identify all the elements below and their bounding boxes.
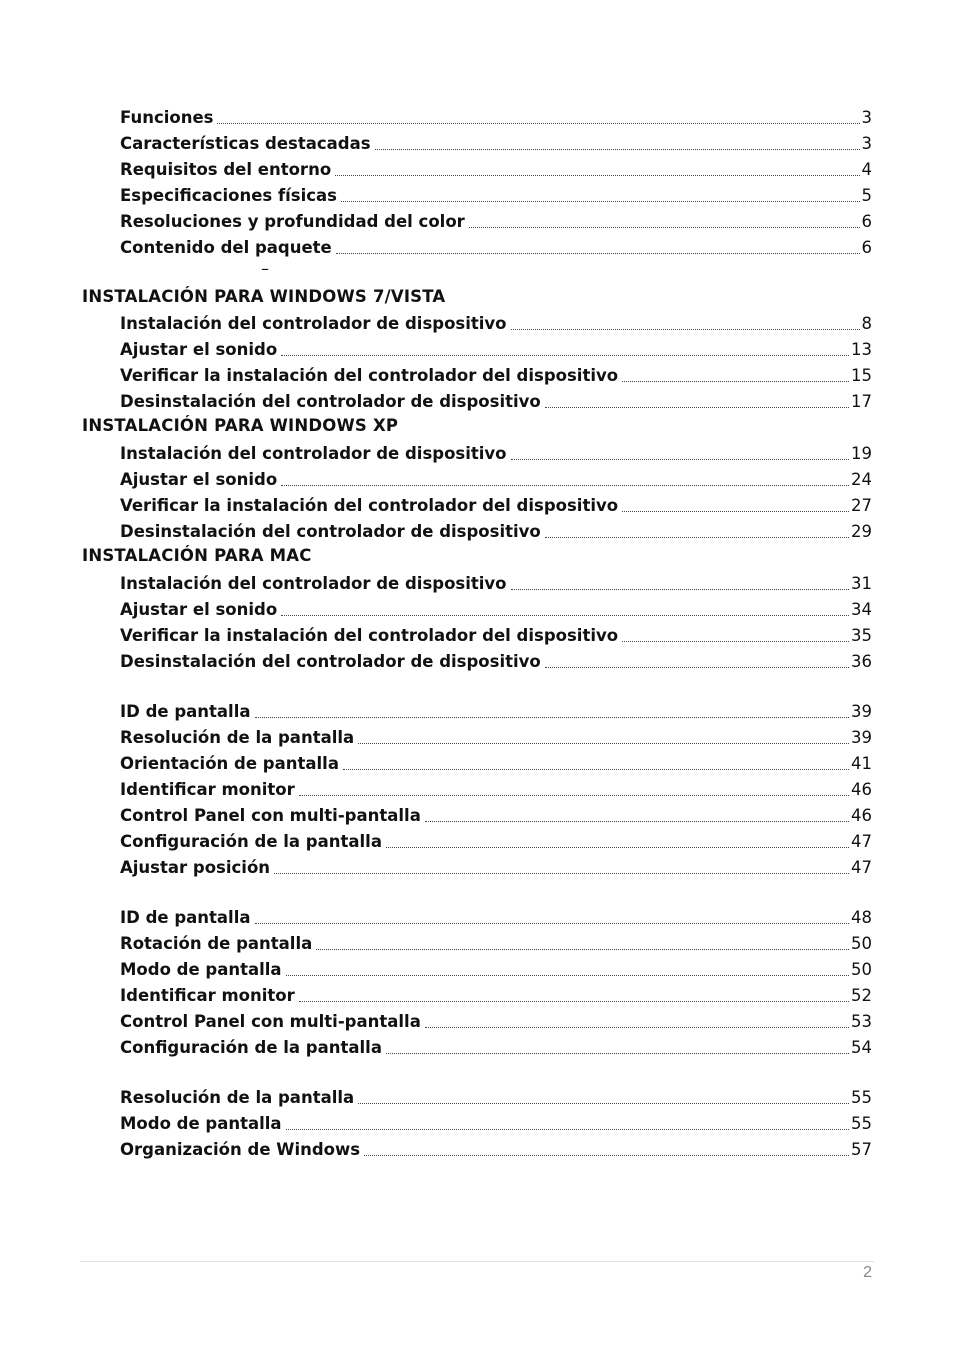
toc-entry-label: Especificaciones físicas: [120, 186, 337, 205]
dot-leader: [511, 459, 849, 460]
toc-entry[interactable]: [120, 208, 872, 232]
toc-entry-label: Resoluciones y profundidad del color: [120, 212, 465, 231]
toc-entry-page: 36: [851, 652, 872, 671]
toc-entry[interactable]: [120, 724, 872, 748]
toc-entry-page: 19: [851, 444, 872, 463]
toc-entry-label: Organización de Windows: [120, 1140, 361, 1159]
toc-entry[interactable]: [120, 1110, 872, 1134]
toc-entry-label: Ajustar el sonido: [120, 340, 278, 359]
toc-entry-page: 46: [851, 780, 872, 799]
toc-entry-label: Control Panel con multi-pantalla: [120, 1012, 421, 1031]
toc-entry-page: 57: [851, 1140, 872, 1159]
toc-entry-page: 55: [851, 1088, 872, 1107]
dot-leader: [364, 1155, 849, 1156]
toc-entry[interactable]: [120, 234, 872, 258]
toc-entry[interactable]: [120, 982, 872, 1006]
footer-divider: [80, 1261, 874, 1262]
toc-section-heading[interactable]: INSTALACIÓN PARA MAC: [82, 546, 312, 565]
dot-leader: [375, 149, 860, 150]
toc-entry[interactable]: [120, 1034, 872, 1058]
dot-leader: [425, 821, 849, 822]
toc-entry-page: 6: [861, 212, 872, 231]
toc-entry-page: 27: [851, 496, 872, 515]
toc-entry-label: Ajustar posición: [120, 858, 271, 877]
toc-entry-label: Modo de pantalla: [120, 1114, 282, 1133]
toc-entry-page: 52: [851, 986, 872, 1005]
toc-entry[interactable]: [120, 930, 872, 954]
dot-leader: [545, 667, 849, 668]
dot-leader: [336, 253, 860, 254]
toc-entry-label: Rotación de pantalla: [120, 934, 313, 953]
toc-entry-page: 4: [861, 160, 872, 179]
page-number: 2: [863, 1264, 872, 1281]
dot-leader: [281, 355, 849, 356]
dot-leader: [286, 975, 849, 976]
toc-entry-page: 17: [851, 392, 872, 411]
toc-entry[interactable]: [120, 956, 872, 980]
toc-entry-label: Instalación del controlador de dispositivo: [120, 444, 507, 463]
dot-leader: [255, 717, 850, 718]
toc-entry-label: Funciones: [120, 108, 214, 127]
dot-leader: [299, 1001, 849, 1002]
toc-entry-page: 15: [851, 366, 872, 385]
toc-entry[interactable]: [120, 156, 872, 180]
toc-section-heading[interactable]: INSTALACIÓN PARA WINDOWS XP: [82, 416, 399, 435]
toc-entry-label: Contenido del paquete: [120, 238, 332, 257]
toc-entry[interactable]: [120, 440, 872, 464]
toc-entry-label: Configuración de la pantalla: [120, 1038, 382, 1057]
dot-leader: [343, 769, 849, 770]
toc-entry[interactable]: [120, 104, 872, 128]
toc-entry[interactable]: [120, 466, 872, 490]
toc-entry-page: 3: [861, 108, 872, 127]
toc-entry-label: Verificar la instalación del controlador del dispositivo: [120, 366, 619, 385]
toc-entry[interactable]: [120, 182, 872, 206]
toc-entry-label: Desinstalación del controlador de dispositivo: [120, 652, 541, 671]
dot-leader: [622, 381, 849, 382]
toc-entry-label: Resolución de la pantalla: [120, 728, 355, 747]
dot-leader: [281, 485, 849, 486]
toc-entry[interactable]: [120, 492, 872, 516]
dot-leader: [341, 201, 860, 202]
toc-entry-page: 50: [851, 934, 872, 953]
toc-entry-label: Instalación del controlador de dispositivo: [120, 574, 507, 593]
toc-entry[interactable]: [120, 1084, 872, 1108]
dot-leader: [217, 123, 859, 124]
dot-leader: [511, 329, 860, 330]
toc-entry-label: ID de pantalla: [120, 702, 251, 721]
toc-entry[interactable]: [120, 362, 872, 386]
dash-mark: –: [261, 259, 269, 278]
dot-leader: [286, 1129, 849, 1130]
dot-leader: [425, 1027, 849, 1028]
toc-entry-page: 47: [851, 858, 872, 877]
toc-entry-page: 48: [851, 908, 872, 927]
dot-leader: [622, 511, 849, 512]
toc-entry-label: ID de pantalla: [120, 908, 251, 927]
toc-entry-label: Modo de pantalla: [120, 960, 282, 979]
toc-entry-page: 47: [851, 832, 872, 851]
toc-entry-label: Verificar la instalación del controlador del dispositivo: [120, 626, 619, 645]
dot-leader: [299, 795, 849, 796]
toc-entry-page: 39: [851, 728, 872, 747]
toc-section-heading[interactable]: INSTALACIÓN PARA WINDOWS 7/VISTA: [82, 287, 446, 306]
dot-leader: [274, 873, 849, 874]
dot-leader: [335, 175, 859, 176]
toc-entry[interactable]: [120, 854, 872, 878]
toc-entry[interactable]: [120, 622, 872, 646]
toc-entry[interactable]: [120, 750, 872, 774]
toc-entry[interactable]: [120, 388, 872, 412]
toc-entry-label: Identificar monitor: [120, 986, 295, 1005]
dot-leader: [358, 1103, 849, 1104]
toc-entry-page: 29: [851, 522, 872, 541]
toc-entry[interactable]: [120, 776, 872, 800]
dot-leader: [386, 847, 849, 848]
toc-entry[interactable]: [120, 828, 872, 852]
toc-entry[interactable]: [120, 1008, 872, 1032]
toc-entry-label: Identificar monitor: [120, 780, 295, 799]
toc-entry[interactable]: [120, 648, 872, 672]
toc-entry-label: Control Panel con multi-pantalla: [120, 806, 421, 825]
toc-entry-label: Resolución de la pantalla: [120, 1088, 355, 1107]
toc-entry-label: Ajustar el sonido: [120, 470, 278, 489]
dot-leader: [281, 615, 849, 616]
toc-entry[interactable]: [120, 570, 872, 594]
dot-leader: [469, 227, 860, 228]
toc-entry[interactable]: [120, 130, 872, 154]
toc-entry-page: 3: [861, 134, 872, 153]
toc-entry-label: Características destacadas: [120, 134, 371, 153]
toc-entry-page: 35: [851, 626, 872, 645]
toc-entry-page: 54: [851, 1038, 872, 1057]
toc-entry[interactable]: [120, 310, 872, 334]
toc-entry[interactable]: [120, 698, 872, 722]
dot-leader: [316, 949, 849, 950]
toc-entry[interactable]: [120, 904, 872, 928]
dot-leader: [545, 407, 849, 408]
toc-entry[interactable]: [120, 596, 872, 620]
toc-entry-page: 13: [851, 340, 872, 359]
toc-entry-label: Ajustar el sonido: [120, 600, 278, 619]
toc-entry-label: Verificar la instalación del controlador del dispositivo: [120, 496, 619, 515]
toc-entry[interactable]: [120, 1136, 872, 1160]
toc-entry-page: 6: [861, 238, 872, 257]
toc-entry[interactable]: [120, 802, 872, 826]
toc-entry-page: 24: [851, 470, 872, 489]
dot-leader: [358, 743, 849, 744]
dot-leader: [511, 589, 849, 590]
toc-entry-label: Desinstalación del controlador de dispositivo: [120, 522, 541, 541]
dot-leader: [386, 1053, 849, 1054]
toc-entry-page: 53: [851, 1012, 872, 1031]
toc-entry-page: 31: [851, 574, 872, 593]
toc-entry-label: Desinstalación del controlador de dispositivo: [120, 392, 541, 411]
toc-entry-page: 50: [851, 960, 872, 979]
dot-leader: [255, 923, 850, 924]
toc-entry-page: 41: [851, 754, 872, 773]
toc-entry[interactable]: [120, 518, 872, 542]
toc-entry-label: Orientación de pantalla: [120, 754, 339, 773]
dot-leader: [545, 537, 849, 538]
toc-entry-label: Instalación del controlador de dispositivo: [120, 314, 507, 333]
toc-entry[interactable]: [120, 336, 872, 360]
toc-entry-page: 5: [861, 186, 872, 205]
dot-leader: [622, 641, 849, 642]
toc-entry-page: 34: [851, 600, 872, 619]
toc-entry-page: 55: [851, 1114, 872, 1133]
toc-entry-page: 39: [851, 702, 872, 721]
toc-entry-label: Requisitos del entorno: [120, 160, 332, 179]
toc-entry-page: 46: [851, 806, 872, 825]
toc-entry-page: 8: [861, 314, 872, 333]
toc-entry-label: Configuración de la pantalla: [120, 832, 382, 851]
